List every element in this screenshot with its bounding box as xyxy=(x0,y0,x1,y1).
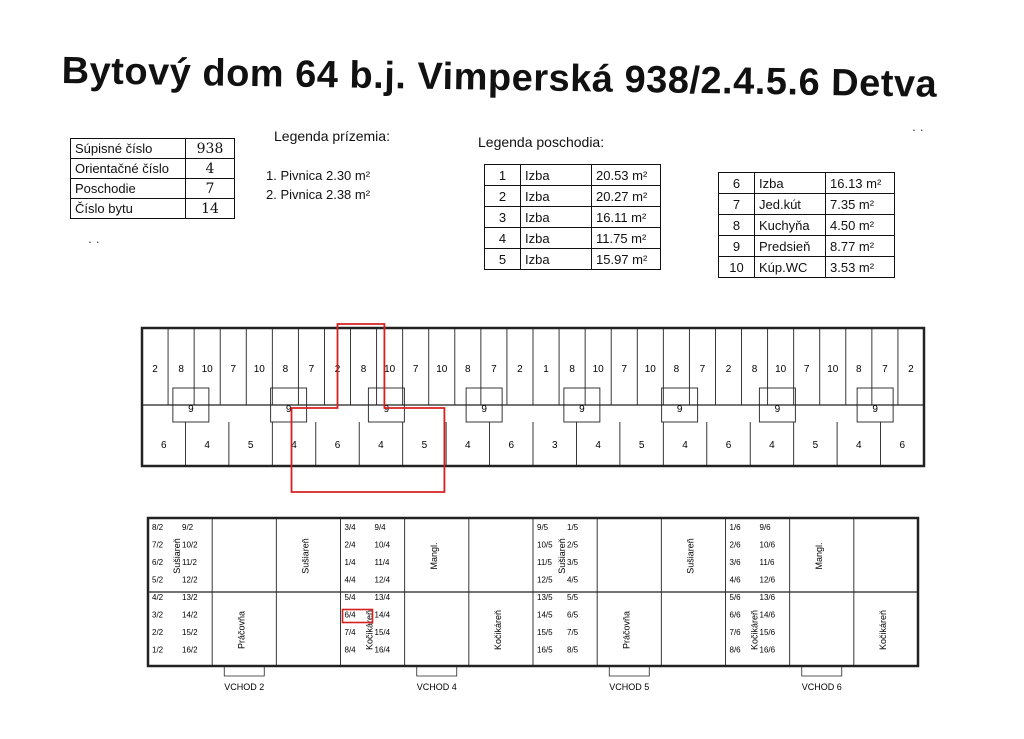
cellar-number: 7/6 xyxy=(729,628,741,637)
upper-room-number: 9 xyxy=(481,404,487,415)
upper-room-number: 2 xyxy=(908,364,914,375)
room-name: Izba xyxy=(521,207,592,228)
upper-room-number: 8 xyxy=(569,364,575,375)
upper-room-number: 9 xyxy=(676,404,683,415)
room-row xyxy=(485,228,661,249)
room-row xyxy=(485,186,661,207)
ground-legend-title: Legenda prízemia: xyxy=(274,128,390,144)
upper-room-number: 6 xyxy=(508,440,515,451)
ground-legend-item: 1. Pivnica 2.30 m² xyxy=(266,168,371,183)
upper-room-number: 8 xyxy=(751,364,758,375)
upper-room-number: 6 xyxy=(334,440,341,451)
room-name: Kuchyňa xyxy=(755,215,826,236)
upper-room-number: 7 xyxy=(308,364,315,375)
room-name: Jed.kút xyxy=(755,194,826,215)
upper-room-number: 10 xyxy=(827,364,839,375)
cellar-number: 5/6 xyxy=(729,593,741,602)
room-number: 3 xyxy=(485,207,521,228)
upper-room-number: 4 xyxy=(204,440,210,451)
cellar-number: 11/5 xyxy=(537,558,552,567)
room-number: 7 xyxy=(719,194,755,215)
cellar-number: 7/5 xyxy=(567,628,579,637)
entrance-step xyxy=(609,666,649,676)
room-area: 20.27 m² xyxy=(592,186,661,207)
cellar-number: 16/5 xyxy=(537,645,553,655)
room-name: Izba xyxy=(755,173,826,194)
upper-room-number: 2 xyxy=(152,364,158,375)
cellar-number: 2/6 xyxy=(729,540,741,550)
upper-room-number: 7 xyxy=(412,364,419,375)
cellar-number: 5/2 xyxy=(152,575,164,585)
cellar-number: 6/4 xyxy=(344,610,356,620)
upper-room-number: 7 xyxy=(803,364,810,375)
room-number: 6 xyxy=(719,173,755,194)
scan-speck: . . xyxy=(88,230,100,246)
upper-room-number: 5 xyxy=(421,440,428,451)
cellar-number: 13/6 xyxy=(759,593,776,602)
upper-room-number: 10 xyxy=(384,364,396,375)
cellar-number: 15/6 xyxy=(759,628,776,637)
upper-room-number: 1 xyxy=(543,364,549,375)
entrance-label: VCHOD 4 xyxy=(416,682,457,692)
upper-room-number: 10 xyxy=(253,364,265,375)
upper-room-number: 2 xyxy=(334,364,341,375)
info-label: Súpisné číslo xyxy=(71,139,186,159)
cellar-number: 1/4 xyxy=(344,558,356,567)
upper-room-number: 4 xyxy=(856,440,862,451)
room-number: 5 xyxy=(485,249,521,270)
room-number: 4 xyxy=(485,228,521,249)
upper-room-number: 4 xyxy=(769,440,775,451)
cellar-number: 11/4 xyxy=(374,558,390,567)
upper-room-number: 5 xyxy=(812,440,819,451)
cellar-number: 15/4 xyxy=(374,628,391,637)
cellar-number: 3/5 xyxy=(567,558,579,567)
cellar-number: 10/5 xyxy=(537,540,553,550)
room-row xyxy=(485,249,661,270)
upper-room-number: 4 xyxy=(682,440,688,451)
ground-legend-item: 2. Pivnica 2.38 m² xyxy=(266,187,371,202)
cellar-number: 4/4 xyxy=(344,575,356,585)
cellar-number: 12/2 xyxy=(182,575,198,585)
entrance-label: VCHOD 6 xyxy=(801,682,842,692)
cellar-number: 14/5 xyxy=(537,610,553,620)
cellar-number: 2/4 xyxy=(344,540,356,550)
floor-legend-table-1 xyxy=(484,164,661,270)
room-number: 9 xyxy=(719,236,755,257)
upper-room-number: 9 xyxy=(579,404,585,415)
cellar-number: 2/2 xyxy=(152,628,164,637)
cellar-number: 4/2 xyxy=(152,593,164,602)
cellar-number: 1/2 xyxy=(152,645,164,655)
ground-room-label: Sušiareň xyxy=(557,538,568,574)
room-area: 16.13 m² xyxy=(826,173,895,194)
upper-room-number: 4 xyxy=(378,440,384,451)
cellar-number: 13/2 xyxy=(182,593,198,602)
upper-room-number: 7 xyxy=(882,364,888,375)
ground-room-label: Kočikáreň xyxy=(492,609,503,651)
building-info-table xyxy=(70,138,235,219)
upper-room-number: 6 xyxy=(160,440,167,451)
info-value: 14 xyxy=(186,199,235,219)
cellar-number: 14/6 xyxy=(759,610,776,620)
upper-room-number: 7 xyxy=(230,364,237,375)
ground-room-label: Mangl. xyxy=(428,542,439,570)
cellar-number: 10/2 xyxy=(182,540,198,550)
upper-room-number: 5 xyxy=(638,440,645,451)
cellar-number: 3/2 xyxy=(152,610,164,620)
ground-room-label: Sušiareň xyxy=(172,538,183,574)
cellar-number: 7/2 xyxy=(152,540,164,550)
upper-room-number: 3 xyxy=(551,440,558,451)
cellar-number: 4/5 xyxy=(567,575,579,585)
cellar-number: 13/5 xyxy=(537,593,553,602)
cellar-number: 16/2 xyxy=(182,645,198,655)
room-row xyxy=(485,207,661,228)
upper-room-number: 7 xyxy=(621,364,628,375)
cellar-number: 3/4 xyxy=(344,523,356,532)
upper-room-number: 9 xyxy=(285,404,292,415)
room-row xyxy=(719,236,895,257)
cellar-number: 9/5 xyxy=(537,523,549,532)
cellar-number: 8/6 xyxy=(729,645,741,655)
cellar-number: 1/6 xyxy=(729,523,741,532)
cellar-number: 13/4 xyxy=(374,593,391,602)
upper-room-number: 6 xyxy=(899,440,906,451)
room-name: Predsieň xyxy=(755,236,826,257)
entrance-step xyxy=(224,666,264,676)
floor-plan-svg xyxy=(140,320,930,700)
info-row xyxy=(71,179,235,199)
ground-room-label: Práčovňa xyxy=(236,610,247,650)
upper-room-number: 9 xyxy=(383,404,390,415)
floor-legend-table-2 xyxy=(718,172,895,278)
cellar-number: 8/5 xyxy=(567,645,579,655)
ground-room-label: Kočikáreň xyxy=(364,609,375,651)
entrance-label: VCHOD 5 xyxy=(609,682,650,692)
upper-room-number: 2 xyxy=(517,364,523,375)
cellar-number: 4/6 xyxy=(729,575,741,585)
ground-room-label: Sušiareň xyxy=(300,538,311,574)
cellar-number: 12/6 xyxy=(759,575,776,585)
info-value: 7 xyxy=(186,179,235,199)
room-row xyxy=(719,194,895,215)
cellar-number: 9/6 xyxy=(759,523,771,532)
cellar-number: 12/5 xyxy=(537,575,553,585)
info-value: 938 xyxy=(186,139,235,159)
room-name: Izba xyxy=(521,186,592,207)
room-area: 11.75 m² xyxy=(592,228,661,249)
cellar-number: 2/5 xyxy=(567,540,579,550)
cellar-number: 10/6 xyxy=(759,540,776,550)
room-name: Izba xyxy=(521,228,592,249)
scan-speck: . . xyxy=(912,118,924,134)
upper-room-number: 8 xyxy=(465,364,471,375)
cellar-number: 8/2 xyxy=(152,523,164,532)
ground-room-label: Mangl. xyxy=(813,542,824,570)
room-area: 4.50 m² xyxy=(826,215,895,236)
room-area: 7.35 m² xyxy=(826,194,895,215)
ground-room-label: Kočikáreň xyxy=(877,609,888,651)
room-area: 16.11 m² xyxy=(592,207,661,228)
ground-legend-list xyxy=(266,166,370,204)
cellar-number: 16/4 xyxy=(374,645,391,655)
upper-room-number: 9 xyxy=(188,404,194,415)
info-label: Orientačné číslo xyxy=(71,159,186,179)
cellar-number: 9/4 xyxy=(374,523,386,532)
floor-plan-drawing xyxy=(140,320,930,700)
cellar-number: 15/2 xyxy=(182,628,198,637)
cellar-number: 7/4 xyxy=(344,628,356,637)
upper-room-number: 8 xyxy=(673,364,680,375)
entrance-step xyxy=(417,666,457,676)
upper-room-number: 2 xyxy=(725,364,732,375)
room-name: Izba xyxy=(521,249,592,270)
room-area: 20.53 m² xyxy=(592,165,661,186)
info-value: 4 xyxy=(186,159,235,179)
info-row xyxy=(71,159,235,179)
cellar-number: 12/4 xyxy=(374,575,391,585)
cellar-number: 5/5 xyxy=(567,593,579,602)
upper-room-number: 10 xyxy=(201,364,213,375)
ground-room-label: Práčovňa xyxy=(621,610,632,650)
upper-room-number: 4 xyxy=(465,440,471,451)
upper-room-number: 7 xyxy=(491,364,497,375)
room-area: 8.77 m² xyxy=(826,236,895,257)
cellar-number: 11/2 xyxy=(182,558,197,567)
entrance-label: VCHOD 2 xyxy=(224,682,265,692)
room-name: Kúp.WC xyxy=(755,257,826,278)
cellar-number: 16/6 xyxy=(759,645,776,655)
upper-room-number: 10 xyxy=(592,364,604,375)
upper-room-number: 10 xyxy=(644,364,656,375)
room-row xyxy=(719,173,895,194)
cellar-number: 9/2 xyxy=(182,523,194,532)
info-label: Poschodie xyxy=(71,179,186,199)
cellar-number: 1/5 xyxy=(567,523,579,532)
cellar-number: 14/2 xyxy=(182,610,198,620)
cellar-number: 8/4 xyxy=(344,645,356,655)
cellar-number: 15/5 xyxy=(537,628,553,637)
upper-room-number: 10 xyxy=(436,364,448,375)
upper-room-number: 9 xyxy=(872,404,878,415)
room-row xyxy=(719,257,895,278)
upper-room-number: 4 xyxy=(291,440,297,451)
cellar-number: 11/6 xyxy=(759,558,775,567)
upper-room-number: 10 xyxy=(775,364,787,375)
room-number: 2 xyxy=(485,186,521,207)
upper-room-number: 8 xyxy=(178,364,184,375)
room-row xyxy=(485,165,661,186)
room-number: 10 xyxy=(719,257,755,278)
page-title: Bytový dom 64 b.j. Vimperská 938/2.4.5.6 Detva xyxy=(61,50,938,106)
room-row xyxy=(719,215,895,236)
cellar-number: 6/5 xyxy=(567,610,579,620)
cellar-number: 3/6 xyxy=(729,558,741,567)
entrance-step xyxy=(802,666,842,676)
room-area: 15.97 m² xyxy=(592,249,661,270)
upper-room-number: 4 xyxy=(595,440,601,451)
cellar-number: 6/6 xyxy=(729,610,741,620)
room-number: 8 xyxy=(719,215,755,236)
info-row xyxy=(71,199,235,219)
cellar-number: 14/4 xyxy=(374,610,391,620)
cellar-number: 10/4 xyxy=(374,540,391,550)
floor-legend-title: Legenda poschodia: xyxy=(478,134,605,150)
ground-room-label: Sušiareň xyxy=(685,538,696,574)
info-label: Číslo bytu xyxy=(71,199,186,219)
upper-room-number: 8 xyxy=(360,364,367,375)
upper-room-number: 8 xyxy=(282,364,289,375)
upper-room-number: 7 xyxy=(699,364,706,375)
upper-room-number: 8 xyxy=(856,364,862,375)
cellar-number: 6/2 xyxy=(152,558,164,567)
room-name: Izba xyxy=(521,165,592,186)
upper-room-number: 5 xyxy=(247,440,254,451)
ground-room-label: Kočikáreň xyxy=(749,609,760,651)
cellar-number: 5/4 xyxy=(344,593,356,602)
room-number: 1 xyxy=(485,165,521,186)
room-area: 3.53 m² xyxy=(826,257,895,278)
upper-room-number: 9 xyxy=(774,404,781,415)
upper-room-number: 6 xyxy=(725,440,732,451)
info-row xyxy=(71,139,235,159)
